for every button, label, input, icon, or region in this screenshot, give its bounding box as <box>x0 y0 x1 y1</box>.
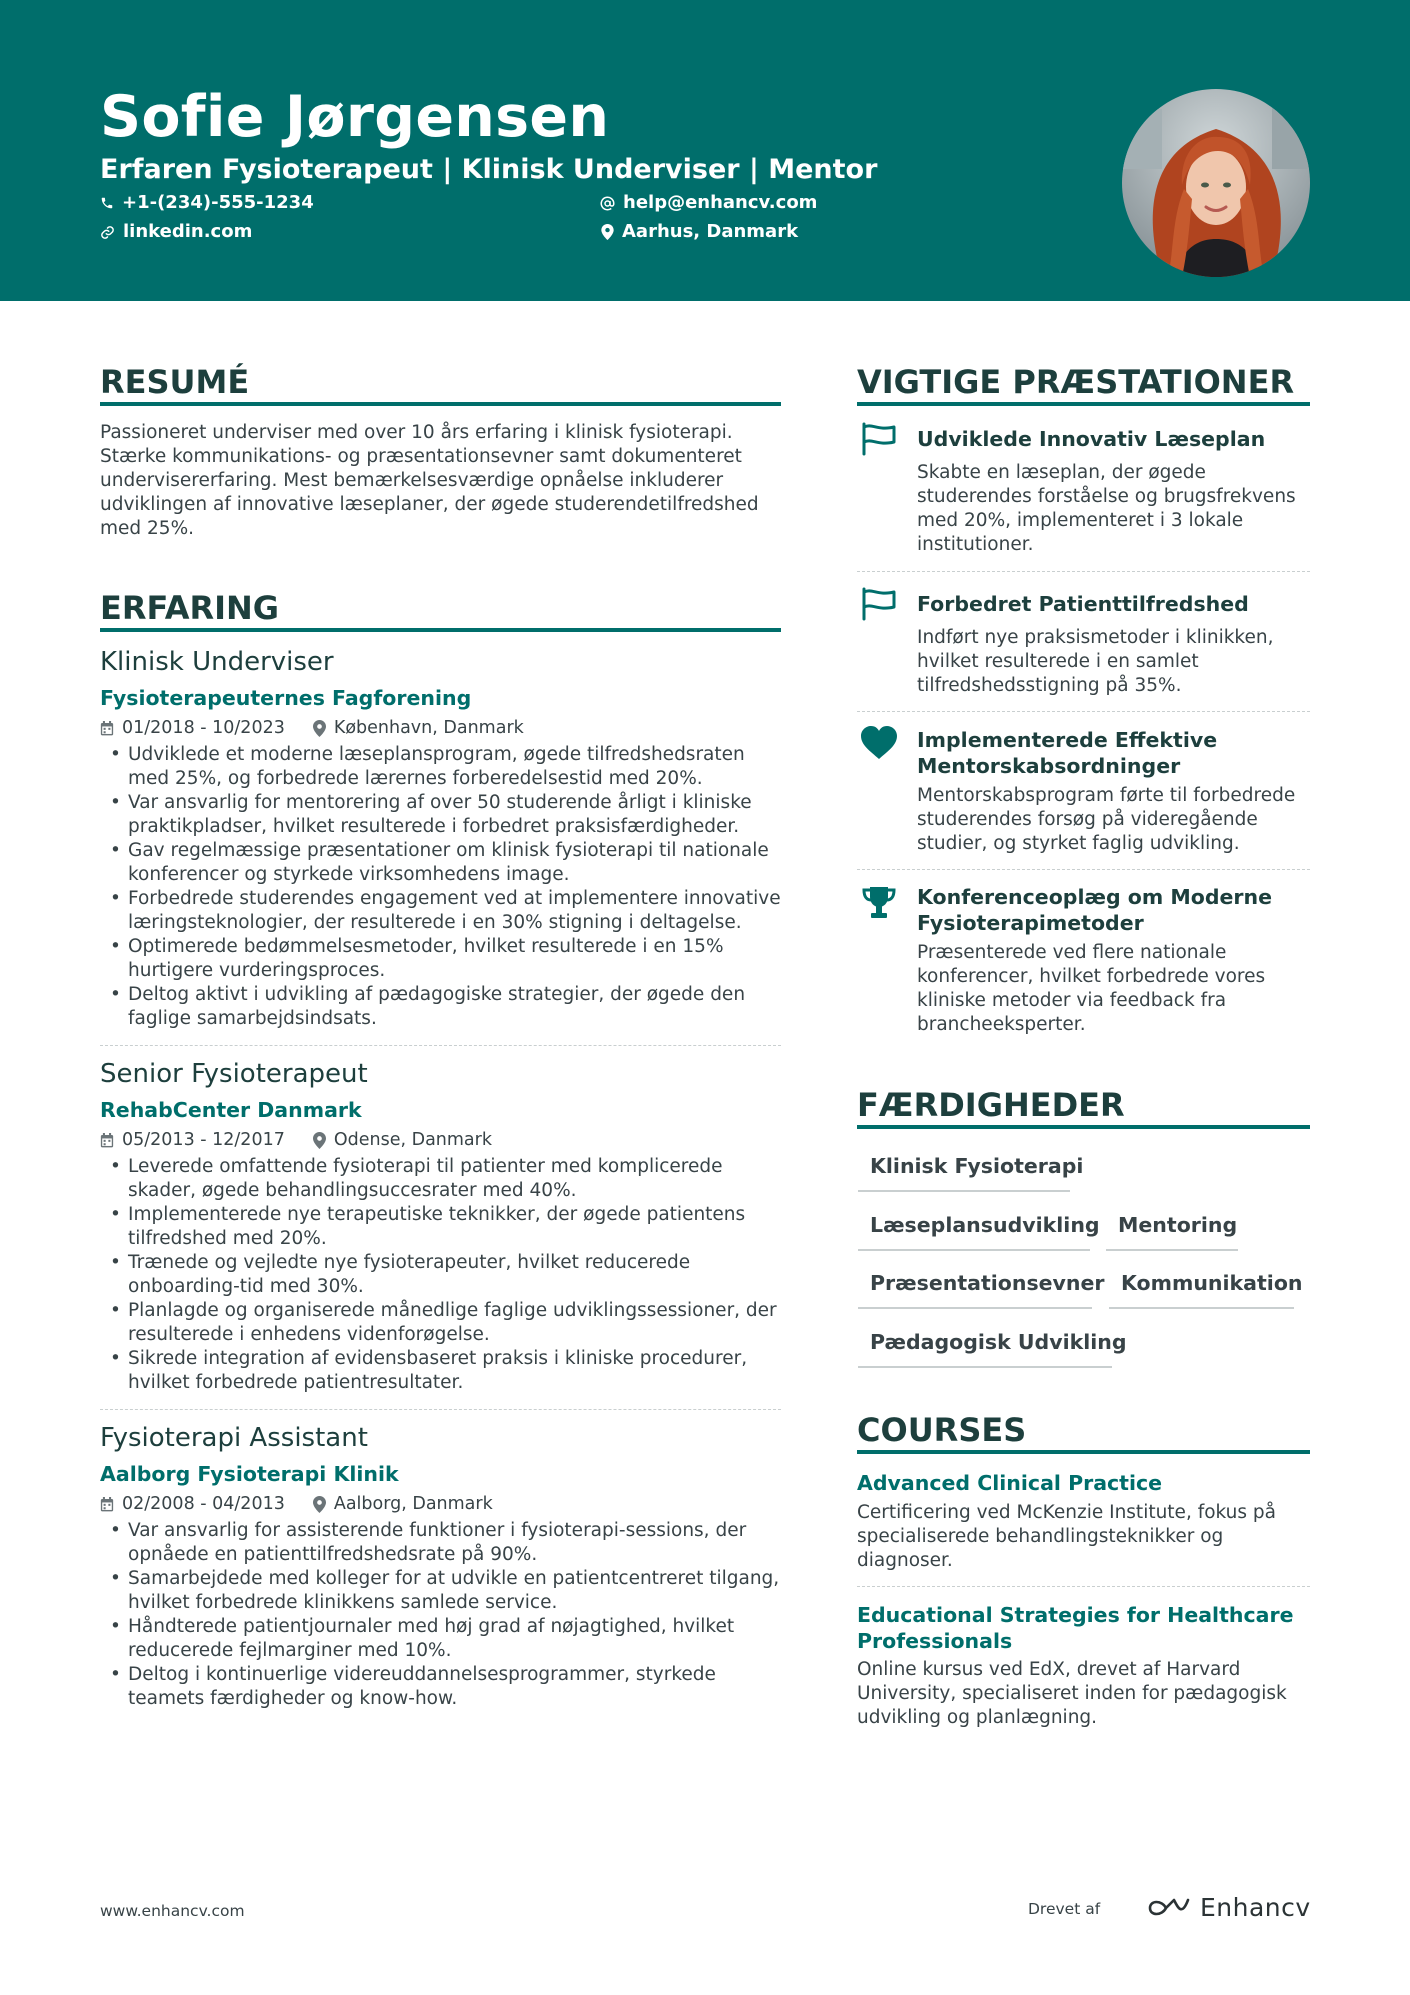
enhancv-logo-text: Enhancv <box>1200 1893 1311 1922</box>
job-location <box>313 716 524 740</box>
course-title: Advanced Clinical Practice <box>857 1471 1163 1495</box>
job-dates-text: 02/2008 - 04/2013 <box>122 1494 285 1514</box>
skill-tag: Mentoring <box>1106 1211 1238 1251</box>
job-bullet: • Trænede og vejledte nye fysioterapeuter, hvilket reducerede onboarding-tid med 30%. <box>100 1251 785 1299</box>
summary-text <box>100 421 790 541</box>
job-bullet: • Implementerede nye terapeutiske teknikker, der øgede patientens tilfredshed med 20%. <box>100 1203 785 1251</box>
summary-line: Passioneret underviser med over 10 års erfaring i klinisk fysioterapi. <box>100 422 733 443</box>
course-divider <box>857 1586 1310 1587</box>
job-bullets <box>100 743 785 1031</box>
achievement-title: Implementerede Effektive Mentorskabsordninger <box>917 728 1218 778</box>
job-company: Fysioterapeuternes Fagforening <box>100 686 472 710</box>
enhancv-logo-icon <box>1146 1896 1192 1920</box>
job-bullet: • Var ansvarlig for mentorering af over 50 studerende årligt i kliniske praktikpladser, hvilket resulterede i forbedret praksisfærdigheder. <box>100 791 785 839</box>
job-title: Klinisk Underviser <box>100 647 334 677</box>
candidate-headline: Erfaren Fysioterapeut | Klinisk Underviser | Mentor <box>100 154 878 185</box>
enhancv-logo[interactable] <box>1146 1893 1311 1923</box>
contact-email[interactable] <box>600 191 817 215</box>
job-company: Aalborg Fysioterapi Klinik <box>100 1462 399 1486</box>
contact-linkedin[interactable] <box>100 220 252 244</box>
flag-icon <box>858 587 900 629</box>
achievement-title: Konferenceoplæg om Moderne Fysioterapimetoder <box>917 885 1273 935</box>
achievement-divider <box>857 869 1310 870</box>
phone-text: +1-(234)-555-1234 <box>122 192 314 213</box>
skill-tag: Præsentationsevner <box>858 1269 1092 1309</box>
footer-powered-by: Drevet af <box>1028 1900 1101 1918</box>
skill-tag: Klinisk Fysioterapi <box>858 1152 1070 1192</box>
achievement-desc: Mentorskabsprogram førte til forbedrede studerendes forsøg på videregående studier, og styrket faglig udvikling. <box>917 785 1296 854</box>
email-text: help@enhancv.com <box>623 192 818 213</box>
summary-heading: RESUMÉ <box>100 363 250 401</box>
achievement-divider <box>857 711 1310 712</box>
job-bullet: • Forbedrede studerendes engagement ved at implementere innovative læringsteknologier, der resulterede i en 30% stigning i deltagelse. <box>100 887 785 935</box>
job-bullet: • Deltog i kontinuerlige videreuddannelsesprogrammer, styrkede teamets færdigheder og know-how. <box>100 1663 785 1711</box>
job-company: RehabCenter Danmark <box>100 1098 362 1122</box>
calendar-icon <box>100 721 114 736</box>
achievement-desc: Indført nye praksismetoder i klinikken, hvilket resulterede i en samlet tilfredshedsstigning på 35%. <box>917 627 1274 696</box>
course-title: Educational Strategies for Healthcare Professionals <box>857 1603 1294 1653</box>
location-pin-icon <box>601 224 614 240</box>
job-bullet: • Gav regelmæssige præsentationer om klinisk fysioterapi til nationale konferencer og styrkede virksomhedens image. <box>100 839 785 887</box>
at-icon <box>600 196 615 211</box>
skill-tag: Pædagogisk Udvikling <box>858 1328 1112 1368</box>
job-divider <box>100 1045 781 1046</box>
job-bullets <box>100 1519 785 1711</box>
location-pin-icon <box>313 1496 326 1513</box>
job-dates-text: 05/2013 - 12/2017 <box>122 1130 285 1150</box>
courses-heading: COURSES <box>857 1411 1027 1449</box>
calendar-icon <box>100 1133 114 1148</box>
footer-website-link[interactable]: www.enhancv.com <box>100 1902 245 1920</box>
job-title: Fysioterapi Assistant <box>100 1423 368 1453</box>
flag-icon <box>858 422 900 464</box>
achievement-desc: Skabte en læseplan, der øgede studerendes forståelse og brugsfrekvens med 20%, implementeret i 3 lokale institutioner. <box>917 462 1296 555</box>
achievement-title: Udviklede Innovativ Læseplan <box>917 427 1266 451</box>
job-divider <box>100 1409 781 1410</box>
course-desc: Certificering ved McKenzie Institute, fokus på specialiserede behandlingsteknikker og diagnoser. <box>857 1502 1277 1571</box>
job-bullet: • Deltog aktivt i udvikling af pædagogiske strategier, der øgede den faglige samarbejdsindsats. <box>100 983 785 1031</box>
trophy-icon <box>858 885 900 927</box>
job-bullet: • Leverede omfattende fysioterapi til patienter med komplicerede skader, øgede behandlingsuccesrater med 40%. <box>100 1155 785 1203</box>
achievements-heading: VIGTIGE PRÆSTATIONER <box>857 363 1295 401</box>
job-meta <box>100 716 524 740</box>
contact-phone[interactable] <box>100 191 314 215</box>
job-bullet: • Planlagde og organiserede månedlige faglige udviklingssessioner, der resulterede i enhedens videnforøgelse. <box>100 1299 785 1347</box>
job-location-text: København, Danmark <box>333 718 524 738</box>
job-dates <box>100 1128 285 1152</box>
job-dates <box>100 1492 285 1516</box>
job-dates-text: 01/2018 - 10/2023 <box>122 718 285 738</box>
achievement-desc: Præsenterede ved flere nationale konferencer, hvilket forbedrede vores kliniske metoder via feedback fra brancheeksperter. <box>917 942 1266 1035</box>
profile-photo <box>1122 89 1310 277</box>
contact-location <box>601 220 798 244</box>
job-meta <box>100 1128 492 1152</box>
achievements-rule <box>857 402 1310 406</box>
job-bullet: • Optimerede bedømmelsesmetoder, hvilket resulterede i en 15% hurtigere vurderingsproces. <box>100 935 785 983</box>
job-bullet: • Samarbejdede med kolleger for at udvikle en patientcentreret tilgang, hvilket forbedrede klinikkens samlede service. <box>100 1567 785 1615</box>
job-bullet: • Udviklede et moderne læseplansprogram, øgede tilfredshedsraten med 25%, og forbedrede lærernes forberedelsestid med 20%. <box>100 743 785 791</box>
summary-rule <box>100 402 781 406</box>
job-title: Senior Fysioterapeut <box>100 1059 368 1089</box>
job-location-text: Odense, Danmark <box>333 1130 492 1150</box>
summary-line: med 25%. <box>100 518 195 539</box>
location-text: Aarhus, Danmark <box>622 221 799 242</box>
job-location <box>313 1492 493 1516</box>
job-bullet: • Sikrede integration af evidensbaseret praksis i kliniske procedurer, hvilket forbedrede patientresultater. <box>100 1347 785 1395</box>
summary-line: Stærke kommunikations- og præsentationsevner samt dokumenteret <box>100 446 742 467</box>
heart-icon <box>858 726 900 768</box>
job-location <box>313 1128 492 1152</box>
job-meta <box>100 1492 493 1516</box>
linkedin-text: linkedin.com <box>123 221 253 242</box>
phone-icon <box>100 196 114 210</box>
location-pin-icon <box>313 720 326 737</box>
skills-rule <box>857 1125 1310 1129</box>
link-icon <box>100 225 115 240</box>
job-bullet: • Håndterede patientjournaler med høj grad af nøjagtighed, hvilket reducerede fejlmarginer med 10%. <box>100 1615 785 1663</box>
calendar-icon <box>100 1497 114 1512</box>
job-dates <box>100 716 285 740</box>
skill-tag: Kommunikation <box>1109 1269 1294 1309</box>
experience-heading: ERFARING <box>100 589 280 627</box>
skill-tag: Læseplansudvikling <box>858 1211 1090 1251</box>
course-desc: Online kursus ved EdX, drevet af Harvard University, specialiseret inden for pædagogisk udvikling og planlægning. <box>857 1659 1287 1728</box>
candidate-name: Sofie Jørgensen <box>100 84 610 150</box>
achievement-divider <box>857 571 1310 572</box>
job-bullets <box>100 1155 785 1395</box>
summary-line: undervisererfaring. Mest bemærkelsesværdige opnåelse inkluderer <box>100 470 724 491</box>
experience-rule <box>100 628 781 632</box>
location-pin-icon <box>313 1132 326 1149</box>
skills-heading: FÆRDIGHEDER <box>857 1086 1125 1124</box>
achievement-title: Forbedret Patienttilfredshed <box>917 592 1249 616</box>
job-location-text: Aalborg, Danmark <box>333 1494 493 1514</box>
job-bullet: • Var ansvarlig for assisterende funktioner i fysioterapi-sessions, der opnåede en patienttilfredshedsrate på 90%. <box>100 1519 785 1567</box>
courses-rule <box>857 1450 1310 1454</box>
summary-line: udviklingen af innovative læseplaner, der øgede studerendetilfredshed <box>100 494 759 515</box>
header-banner <box>0 0 1410 301</box>
